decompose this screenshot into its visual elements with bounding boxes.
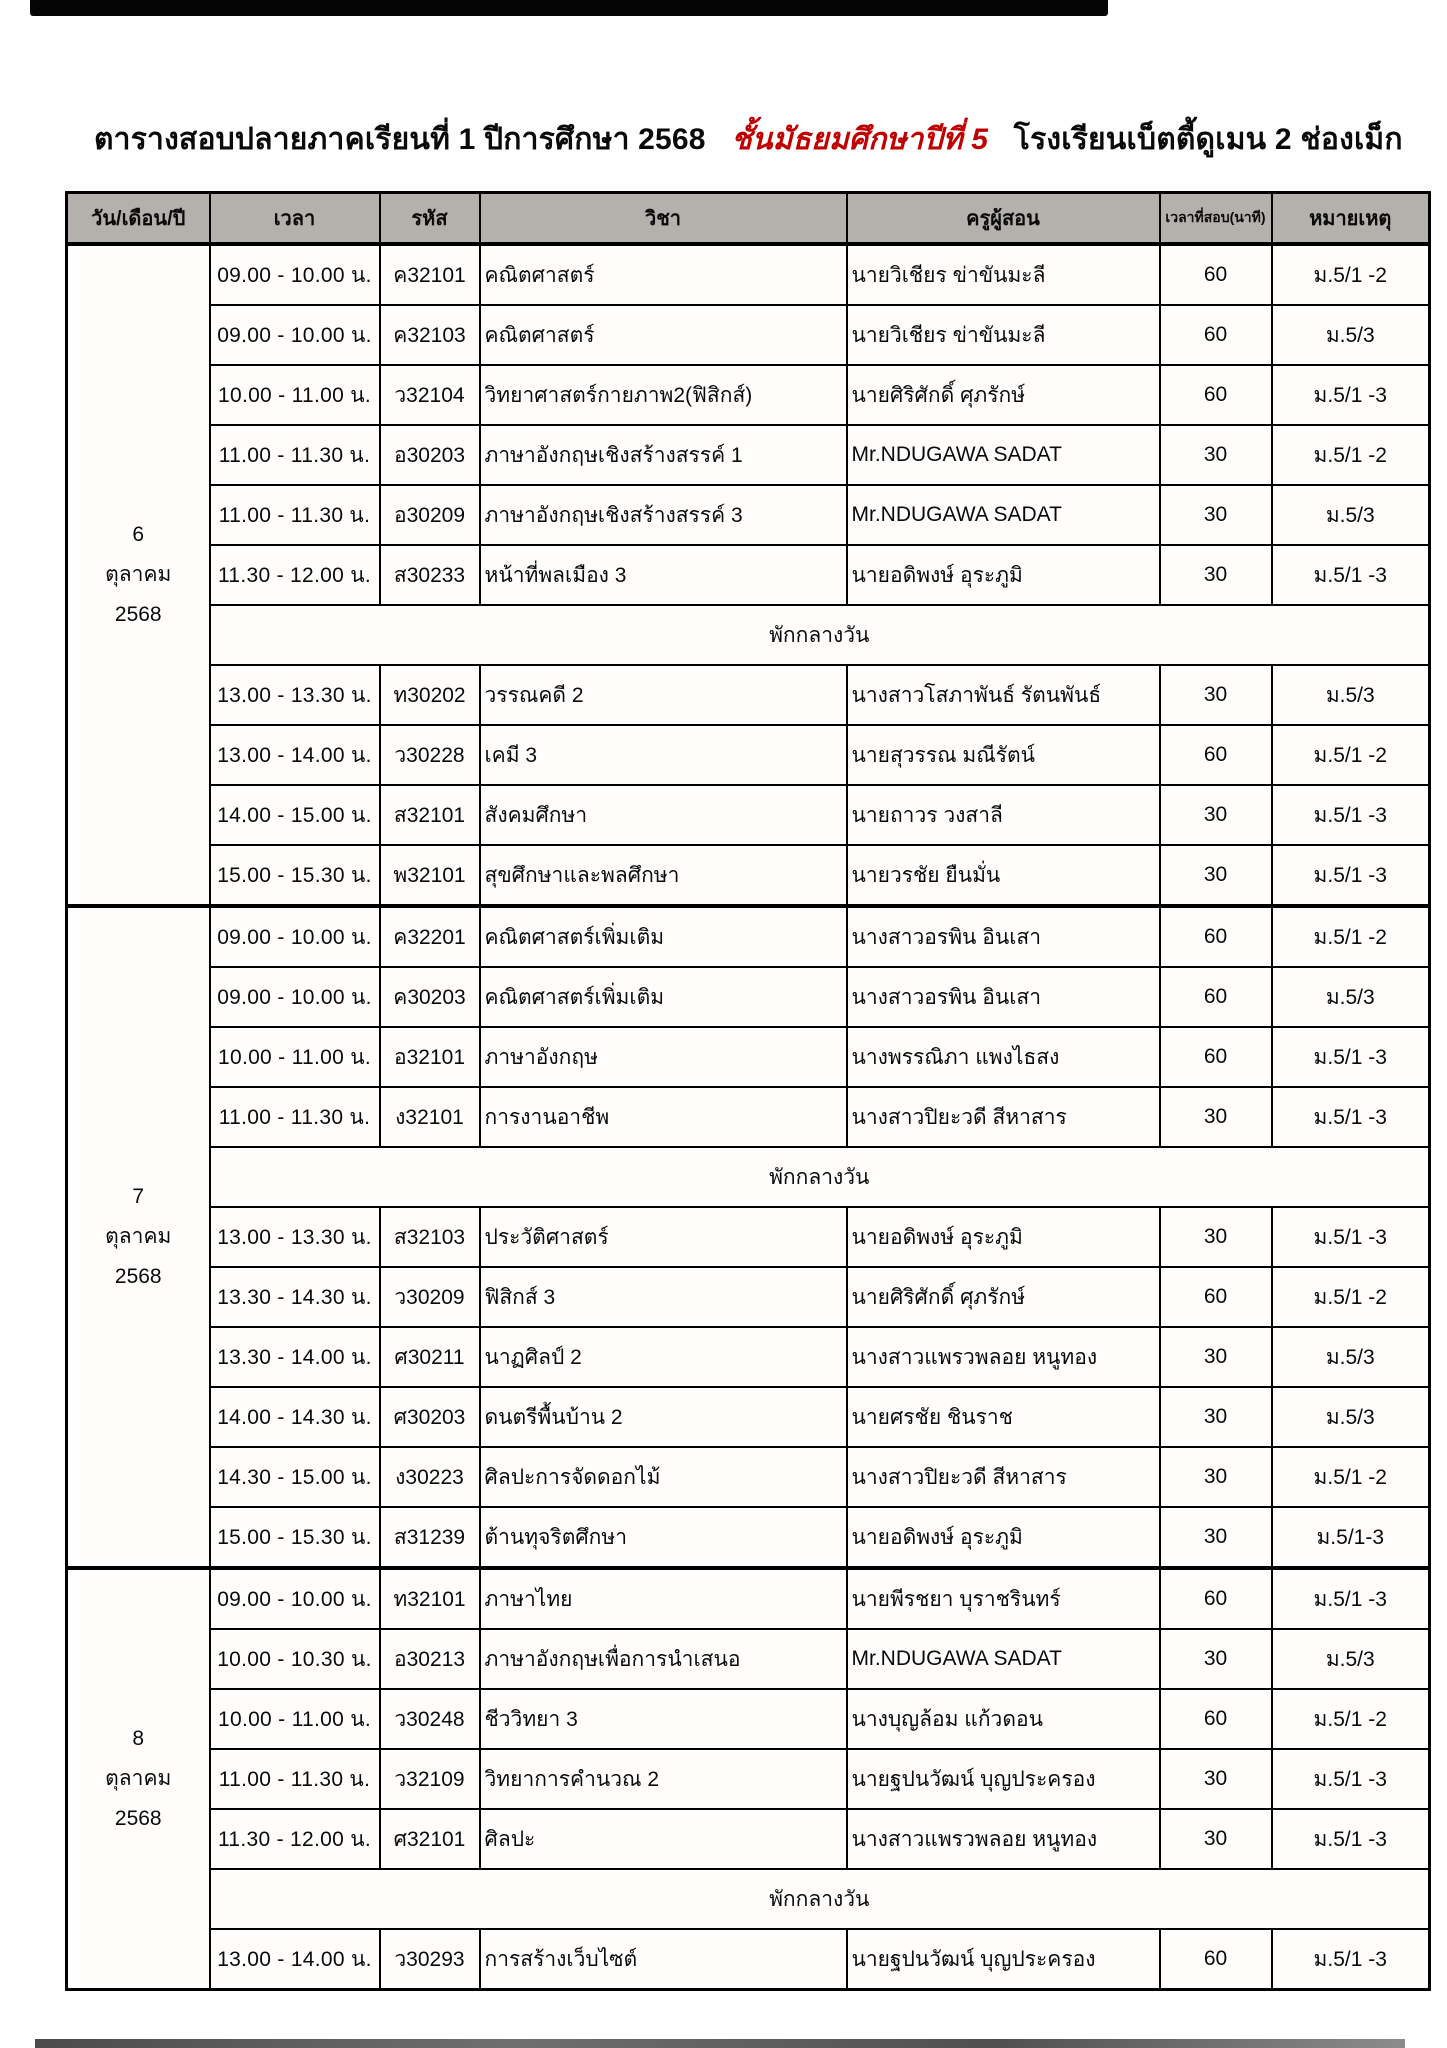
note-cell: ม.5/1 -3: [1272, 1027, 1430, 1087]
exam-row: [67, 906, 1430, 967]
code-cell: ท32101: [380, 1568, 480, 1629]
exam-row: [67, 1207, 1430, 1267]
time-cell: 09.00 - 10.00 น.: [210, 1568, 380, 1629]
subject-cell: คณิตศาสตร์เพิ่มเติม: [480, 906, 847, 967]
time-cell: 10.00 - 10.30 น.: [210, 1629, 380, 1689]
exam-row: [67, 665, 1430, 725]
title-main-left: ตารางสอบปลายภาคเรียนที่ 1 ปีการศึกษา 2568: [94, 123, 706, 156]
minutes-cell: 60: [1160, 1027, 1272, 1087]
exam-row: [67, 1809, 1430, 1869]
teacher-cell: นายวรชัย ยืนมั่น: [847, 845, 1160, 906]
teacher-cell: นายอดิพงษ์ อุระภูมิ: [847, 1207, 1160, 1267]
exam-row: [67, 785, 1430, 845]
scan-artifact-bottom-bar: [35, 2039, 1405, 2048]
teacher-cell: นายศิริศักดิ์ ศุภรักษ์: [847, 1267, 1160, 1327]
code-cell: อ30213: [380, 1629, 480, 1689]
teacher-cell: นายฐปนวัฒน์ บุญประครอง: [847, 1749, 1160, 1809]
date-line: 2568: [114, 1806, 162, 1830]
code-cell: ง32101: [380, 1087, 480, 1147]
minutes-cell: 60: [1160, 1568, 1272, 1629]
exam-row: [67, 305, 1430, 365]
date-cell: [67, 906, 210, 1568]
subject-cell: การงานอาชีพ: [480, 1087, 847, 1147]
code-cell: ค32101: [380, 244, 480, 305]
time-cell: 10.00 - 11.00 น.: [210, 365, 380, 425]
note-cell: ม.5/3: [1272, 665, 1430, 725]
subject-cell: ประวัติศาสตร์: [480, 1207, 847, 1267]
date-line: ตุลาคม: [105, 1225, 172, 1249]
note-cell: ม.5/3: [1272, 1327, 1430, 1387]
code-cell: ว30248: [380, 1689, 480, 1749]
date-cell: [67, 1568, 210, 1990]
code-cell: ศ32101: [380, 1809, 480, 1869]
code-cell: ส30233: [380, 545, 480, 605]
teacher-cell: นางพรรณิภา แพงไธสง: [847, 1027, 1160, 1087]
note-cell: ม.5/1 -3: [1272, 1207, 1430, 1267]
code-cell: ค32103: [380, 305, 480, 365]
exam-row: [67, 1447, 1430, 1507]
minutes-cell: 30: [1160, 1749, 1272, 1809]
minutes-cell: 60: [1160, 725, 1272, 785]
note-cell: ม.5/3: [1272, 305, 1430, 365]
note-cell: ม.5/1 -3: [1272, 1749, 1430, 1809]
note-cell: ม.5/1-3: [1272, 1507, 1430, 1568]
minutes-cell: 60: [1160, 305, 1272, 365]
time-cell: 14.00 - 15.00 น.: [210, 785, 380, 845]
code-cell: อ30203: [380, 425, 480, 485]
minutes-cell: 30: [1160, 485, 1272, 545]
time-cell: 09.00 - 10.00 น.: [210, 906, 380, 967]
note-cell: ม.5/1 -3: [1272, 1929, 1430, 1990]
subject-cell: เคมี 3: [480, 725, 847, 785]
time-cell: 15.00 - 15.30 น.: [210, 845, 380, 906]
code-cell: พ32101: [380, 845, 480, 906]
note-cell: ม.5/3: [1272, 1387, 1430, 1447]
header-date: วัน/เดือน/ปี: [67, 193, 210, 245]
date-line: 6: [132, 523, 145, 547]
minutes-cell: 30: [1160, 1629, 1272, 1689]
minutes-cell: 60: [1160, 1689, 1272, 1749]
code-cell: ง30223: [380, 1447, 480, 1507]
exam-row: [67, 1327, 1430, 1387]
teacher-cell: Mr.NDUGAWA SADAT: [847, 485, 1160, 545]
code-cell: ส31239: [380, 1507, 480, 1568]
page-title: [94, 116, 1414, 163]
time-cell: 14.00 - 14.30 น.: [210, 1387, 380, 1447]
time-cell: 13.30 - 14.30 น.: [210, 1267, 380, 1327]
note-cell: ม.5/1 -3: [1272, 1568, 1430, 1629]
note-cell: ม.5/1 -2: [1272, 906, 1430, 967]
teacher-cell: นายอดิพงษ์ อุระภูมิ: [847, 1507, 1160, 1568]
note-cell: ม.5/1 -3: [1272, 545, 1430, 605]
subject-cell: ต้านทุจริตศึกษา: [480, 1507, 847, 1568]
scan-artifact-top-bar: [30, 0, 1108, 16]
code-cell: ว30293: [380, 1929, 480, 1990]
note-cell: ม.5/1 -2: [1272, 1689, 1430, 1749]
code-cell: ค32201: [380, 906, 480, 967]
code-cell: ว32109: [380, 1749, 480, 1809]
lunch-break-row: [67, 1147, 1430, 1207]
date-cell: [67, 244, 210, 906]
header-subject: วิชา: [480, 193, 847, 245]
exam-row: [67, 1629, 1430, 1689]
teacher-cell: นายวิเชียร ข่าขันมะลี: [847, 305, 1160, 365]
code-cell: ท30202: [380, 665, 480, 725]
exam-row: [67, 485, 1430, 545]
code-cell: อ32101: [380, 1027, 480, 1087]
exam-timetable: [65, 191, 1431, 1991]
subject-cell: ภาษาอังกฤษเชิงสร้างสรรค์ 1: [480, 425, 847, 485]
teacher-cell: นางสาวอรพิน อินเสา: [847, 906, 1160, 967]
subject-cell: สุขศึกษาและพลศึกษา: [480, 845, 847, 906]
exam-row: [67, 1689, 1430, 1749]
exam-row: [67, 1027, 1430, 1087]
subject-cell: ฟิสิกส์ 3: [480, 1267, 847, 1327]
time-cell: 13.00 - 14.00 น.: [210, 725, 380, 785]
time-cell: 11.00 - 11.30 น.: [210, 485, 380, 545]
teacher-cell: นางสาวโสภาพันธ์ รัตนพันธ์: [847, 665, 1160, 725]
date-line: 8: [132, 1727, 145, 1751]
subject-cell: วิทยาการคำนวณ 2: [480, 1749, 847, 1809]
teacher-cell: นางสาวแพรวพลอย หนูทอง: [847, 1327, 1160, 1387]
note-cell: ม.5/1 -2: [1272, 244, 1430, 305]
teacher-cell: Mr.NDUGAWA SADAT: [847, 1629, 1160, 1689]
code-cell: ศ30203: [380, 1387, 480, 1447]
code-cell: ค30203: [380, 967, 480, 1027]
teacher-cell: นายวิเชียร ข่าขันมะลี: [847, 244, 1160, 305]
exam-row: [67, 425, 1430, 485]
minutes-cell: 60: [1160, 244, 1272, 305]
date-line: 7: [132, 1185, 145, 1209]
note-cell: ม.5/1 -3: [1272, 1087, 1430, 1147]
exam-row: [67, 244, 1430, 305]
note-cell: ม.5/3: [1272, 967, 1430, 1027]
teacher-cell: นางสาวอรพิน อินเสา: [847, 967, 1160, 1027]
subject-cell: ชีววิทยา 3: [480, 1689, 847, 1749]
subject-cell: นาฏศิลป์ 2: [480, 1327, 847, 1387]
exam-row: [67, 1507, 1430, 1568]
teacher-cell: Mr.NDUGAWA SADAT: [847, 425, 1160, 485]
subject-cell: ภาษาไทย: [480, 1568, 847, 1629]
teacher-cell: นายอดิพงษ์ อุระภูมิ: [847, 545, 1160, 605]
note-cell: ม.5/1 -3: [1272, 845, 1430, 906]
exam-row: [67, 845, 1430, 906]
teacher-cell: นายศรชัย ชินราช: [847, 1387, 1160, 1447]
code-cell: ว32104: [380, 365, 480, 425]
title-grade-highlight: ชั้นมัธยมศึกษาปีที่ 5: [731, 123, 989, 156]
time-cell: 11.00 - 11.30 น.: [210, 1087, 380, 1147]
time-cell: 09.00 - 10.00 น.: [210, 244, 380, 305]
code-cell: ส32101: [380, 785, 480, 845]
subject-cell: ศิลปะการจัดดอกไม้: [480, 1447, 847, 1507]
note-cell: ม.5/1 -2: [1272, 1447, 1430, 1507]
teacher-cell: นางสาวปิยะวดี สีหาสาร: [847, 1087, 1160, 1147]
time-cell: 13.00 - 13.30 น.: [210, 1207, 380, 1267]
time-cell: 13.00 - 14.00 น.: [210, 1929, 380, 1990]
code-cell: ศ30211: [380, 1327, 480, 1387]
teacher-cell: นายถาวร วงสาลี: [847, 785, 1160, 845]
lunch-break-cell: พักกลางวัน: [210, 1147, 1430, 1207]
lunch-break-cell: พักกลางวัน: [210, 1869, 1430, 1929]
exam-row: [67, 365, 1430, 425]
subject-cell: ภาษาอังกฤษเชิงสร้างสรรค์ 3: [480, 485, 847, 545]
exam-row: [67, 1267, 1430, 1327]
code-cell: ว30209: [380, 1267, 480, 1327]
exam-rows: [67, 244, 1430, 1990]
exam-row: [67, 725, 1430, 785]
time-cell: 10.00 - 11.00 น.: [210, 1027, 380, 1087]
minutes-cell: 30: [1160, 1387, 1272, 1447]
note-cell: ม.5/1 -3: [1272, 785, 1430, 845]
minutes-cell: 30: [1160, 545, 1272, 605]
date-line: 2568: [114, 1264, 162, 1288]
exam-row: [67, 1087, 1430, 1147]
note-cell: ม.5/1 -3: [1272, 365, 1430, 425]
header-code: รหัส: [380, 193, 480, 245]
subject-cell: ดนตรีพื้นบ้าน 2: [480, 1387, 847, 1447]
time-cell: 11.30 - 12.00 น.: [210, 1809, 380, 1869]
note-cell: ม.5/1 -2: [1272, 725, 1430, 785]
exam-row: [67, 1929, 1430, 1990]
minutes-cell: 30: [1160, 845, 1272, 906]
header-teacher: ครูผู้สอน: [847, 193, 1160, 245]
date-line: ตุลาคม: [105, 563, 172, 587]
minutes-cell: 30: [1160, 1809, 1272, 1869]
code-cell: อ30209: [380, 485, 480, 545]
exam-row: [67, 967, 1430, 1027]
time-cell: 13.00 - 13.30 น.: [210, 665, 380, 725]
note-cell: ม.5/1 -3: [1272, 1809, 1430, 1869]
time-cell: 09.00 - 10.00 น.: [210, 967, 380, 1027]
note-cell: ม.5/3: [1272, 1629, 1430, 1689]
subject-cell: คณิตศาสตร์: [480, 244, 847, 305]
time-cell: 09.00 - 10.00 น.: [210, 305, 380, 365]
date-line: 2568: [114, 602, 162, 626]
lunch-break-row: [67, 605, 1430, 665]
exam-row: [67, 545, 1430, 605]
minutes-cell: 30: [1160, 1327, 1272, 1387]
time-cell: 13.30 - 14.00 น.: [210, 1327, 380, 1387]
note-cell: ม.5/1 -2: [1272, 425, 1430, 485]
minutes-cell: 30: [1160, 1207, 1272, 1267]
subject-cell: ภาษาอังกฤษเพื่อการนำเสนอ: [480, 1629, 847, 1689]
minutes-cell: 30: [1160, 425, 1272, 485]
minutes-cell: 60: [1160, 1929, 1272, 1990]
minutes-cell: 30: [1160, 1087, 1272, 1147]
minutes-cell: 60: [1160, 365, 1272, 425]
title-school-name: โรงเรียนเบ็ตตี้ดูเมน 2 ช่องเม็ก: [1013, 123, 1403, 156]
code-cell: ส32103: [380, 1207, 480, 1267]
minutes-cell: 30: [1160, 665, 1272, 725]
code-cell: ว30228: [380, 725, 480, 785]
minutes-cell: 60: [1160, 906, 1272, 967]
header-note: หมายเหตุ: [1272, 193, 1430, 245]
date-line: ตุลาคม: [105, 1767, 172, 1791]
subject-cell: หน้าที่พลเมือง 3: [480, 545, 847, 605]
subject-cell: การสร้างเว็บไซต์: [480, 1929, 847, 1990]
teacher-cell: นายฐปนวัฒน์ บุญประครอง: [847, 1929, 1160, 1990]
header-duration: เวลาที่สอบ(นาที): [1160, 193, 1272, 245]
lunch-break-row: [67, 1869, 1430, 1929]
teacher-cell: นายสุวรรณ มณีรัตน์: [847, 725, 1160, 785]
note-cell: ม.5/1 -2: [1272, 1267, 1430, 1327]
subject-cell: คณิตศาสตร์เพิ่มเติม: [480, 967, 847, 1027]
lunch-break-cell: พักกลางวัน: [210, 605, 1430, 665]
teacher-cell: นายพีรชยา บุราชรินทร์: [847, 1568, 1160, 1629]
time-cell: 11.00 - 11.30 น.: [210, 425, 380, 485]
teacher-cell: นางสาวปิยะวดี สีหาสาร: [847, 1447, 1160, 1507]
time-cell: 11.30 - 12.00 น.: [210, 545, 380, 605]
minutes-cell: 30: [1160, 1507, 1272, 1568]
note-cell: ม.5/3: [1272, 485, 1430, 545]
minutes-cell: 60: [1160, 967, 1272, 1027]
subject-cell: วิทยาศาสตร์กายภาพ2(ฟิสิกส์): [480, 365, 847, 425]
exam-row: [67, 1749, 1430, 1809]
exam-row: [67, 1568, 1430, 1629]
exam-row: [67, 1387, 1430, 1447]
subject-cell: วรรณคดี 2: [480, 665, 847, 725]
time-cell: 10.00 - 11.00 น.: [210, 1689, 380, 1749]
minutes-cell: 30: [1160, 785, 1272, 845]
subject-cell: สังคมศึกษา: [480, 785, 847, 845]
minutes-cell: 60: [1160, 1267, 1272, 1327]
header-time: เวลา: [210, 193, 380, 245]
subject-cell: คณิตศาสตร์: [480, 305, 847, 365]
header-row: [67, 193, 1430, 245]
teacher-cell: นางบุญล้อม แก้วดอน: [847, 1689, 1160, 1749]
subject-cell: ศิลปะ: [480, 1809, 847, 1869]
time-cell: 11.00 - 11.30 น.: [210, 1749, 380, 1809]
time-cell: 15.00 - 15.30 น.: [210, 1507, 380, 1568]
teacher-cell: นายศิริศักดิ์ ศุภรักษ์: [847, 365, 1160, 425]
teacher-cell: นางสาวแพรวพลอย หนูทอง: [847, 1809, 1160, 1869]
time-cell: 14.30 - 15.00 น.: [210, 1447, 380, 1507]
minutes-cell: 30: [1160, 1447, 1272, 1507]
subject-cell: ภาษาอังกฤษ: [480, 1027, 847, 1087]
